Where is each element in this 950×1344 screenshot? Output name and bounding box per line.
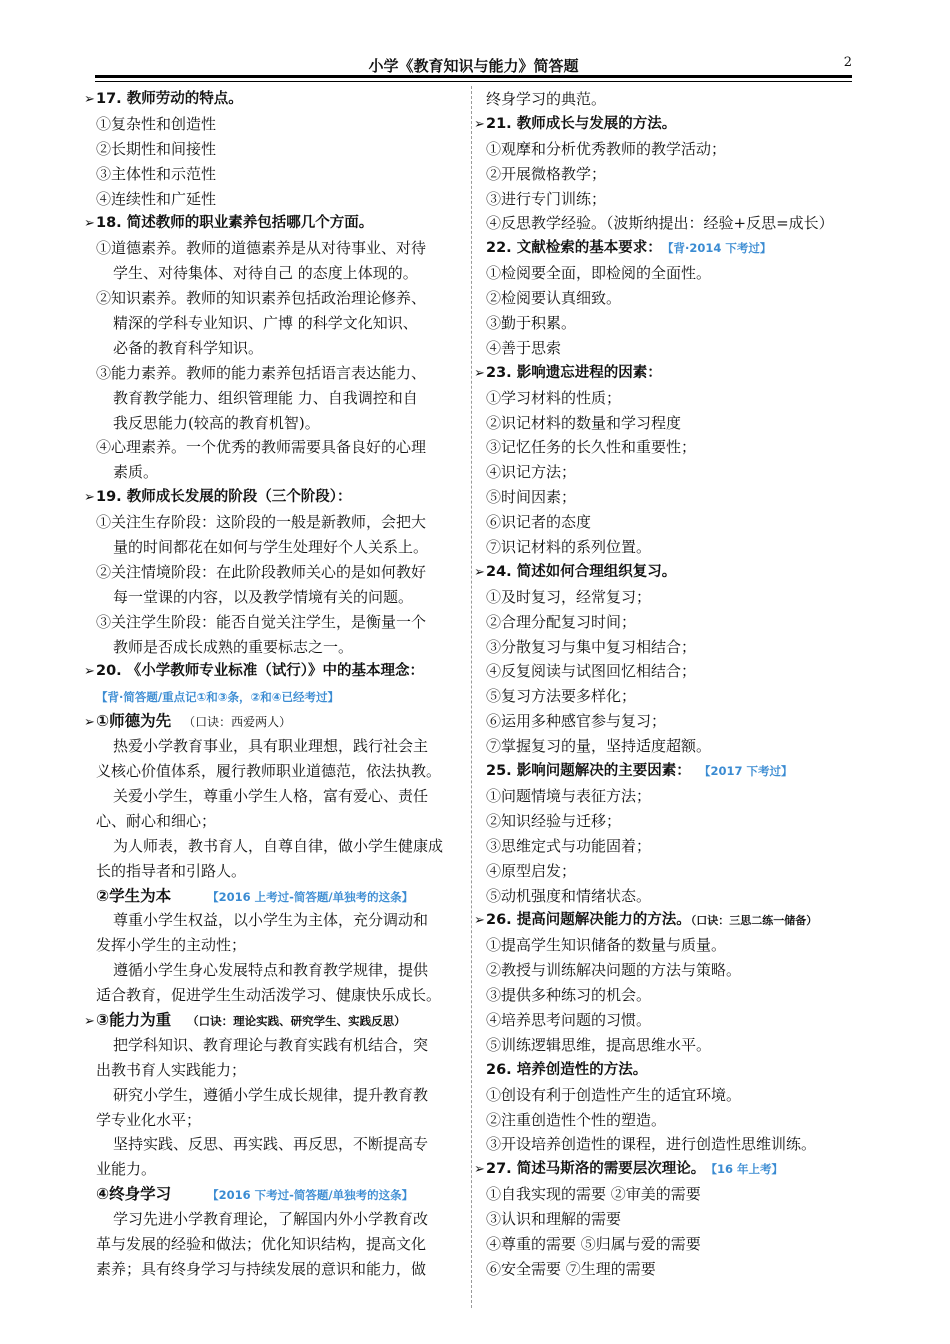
list-item: ④反思教学经验。（波斯纳提出：经验+反思=成长） bbox=[486, 214, 834, 233]
list-item: ②识记材料的数量和学习程度 bbox=[486, 413, 682, 432]
page-number: 2 bbox=[843, 55, 852, 70]
list-item: ②长期性和间接性 bbox=[96, 139, 217, 158]
paragraph-line: 长的指导者和引路人。 bbox=[96, 861, 247, 880]
column-divider bbox=[471, 86, 472, 1308]
list-item: ③分散复习与集中复习相结合； bbox=[486, 637, 697, 656]
list-item: ⑤训练逻辑思维，提高思维水平。 bbox=[486, 1035, 712, 1054]
list-item: ②关注情境阶段：在此阶段教师关心的是如何教好 bbox=[96, 562, 427, 581]
list-item: ⑤时间因素； bbox=[486, 488, 577, 507]
list-item: ②知识经验与迁移； bbox=[486, 811, 622, 830]
page-header bbox=[95, 55, 852, 75]
list-item: ②检阅要认真细致。 bbox=[486, 289, 622, 308]
paragraph-line: 为人师表，教书育人，自尊自律，做小学生健康成 bbox=[113, 836, 444, 855]
list-item-cont: 素质。 bbox=[113, 463, 159, 482]
list-item: ②教授与训练解决问题的方法与策略。 bbox=[486, 961, 742, 980]
list-item: ②知识素养。教师的知识素养包括政治理论修养、 bbox=[96, 289, 427, 308]
question-heading: ➢19. 教师成长发展的阶段（三个阶段）： bbox=[84, 485, 462, 510]
paragraph-line: 义核心价值体系，履行教师职业道德范，依法执教。 bbox=[96, 762, 442, 781]
question-heading: ➢17. 教师劳动的特点。 bbox=[84, 87, 462, 112]
list-item: ③记忆任务的长久性和重要性； bbox=[486, 438, 697, 457]
list-item: ③能力素养。教师的能力素养包括语言表达能力、 bbox=[96, 363, 427, 382]
right-column bbox=[474, 87, 854, 1282]
list-item: ③认识和理解的需要 bbox=[486, 1210, 622, 1229]
list-item: ⑥识记者的态度 bbox=[486, 513, 592, 532]
list-item: ⑥安全需要 ⑦生理的需要 bbox=[486, 1259, 656, 1278]
paragraph-line: 出教书育人实践能力； bbox=[96, 1060, 247, 1079]
question-heading: ➢20. 《小学教师专业标准（试行）》中的基本理念： bbox=[84, 659, 462, 684]
header-rule-thick bbox=[95, 75, 852, 78]
list-item: ①提高学生知识储备的数量与质量。 bbox=[486, 936, 727, 955]
list-item: ⑤复习方法要多样化； bbox=[486, 687, 637, 706]
list-item: ②合理分配复习时间； bbox=[486, 612, 637, 631]
list-item: ④培养思考问题的习惯。 bbox=[486, 1010, 652, 1029]
arrow-bullet-icon: ➢ bbox=[474, 913, 485, 929]
question-heading: 26. 培养创造性的方法。 bbox=[486, 1061, 648, 1078]
list-item: ③提供多种练习的机会。 bbox=[486, 986, 652, 1005]
list-item-cont: 教师是否成长成熟的重要标志之一。 bbox=[113, 637, 354, 656]
list-item-cont: 精深的学科专业知识、广博 的科学文化知识、 bbox=[113, 314, 418, 333]
list-item: ②注重创造性个性的塑造。 bbox=[486, 1110, 667, 1129]
list-item: ④连续性和广延性 bbox=[96, 189, 217, 208]
subsection-heading: ④终身学习 【2016 下考过-简答题/单独考的这条】 bbox=[96, 1185, 414, 1204]
subsection-heading: ➢③能力为重 （口诀：理论实践、研究学生、实践反思） bbox=[84, 1008, 462, 1033]
paragraph-line: 革与发展的经验和做法；优化知识结构，提高文化 bbox=[96, 1234, 427, 1253]
list-item: ①道德素养。教师的道德素养是从对待事业、对待 bbox=[96, 239, 427, 258]
list-item: ③勤于积累。 bbox=[486, 314, 577, 333]
list-item: ③主体性和示范性 bbox=[96, 164, 217, 183]
question-heading: ➢26. 提高问题解决能力的方法。（口诀：三思二练一储备） bbox=[474, 908, 854, 933]
paragraph-line: 遵循小学生身心发展特点和教育教学规律，提供 bbox=[113, 961, 429, 980]
paragraph-line: 学习先进小学教育理论，了解国内外小学教育改 bbox=[113, 1210, 429, 1229]
list-item: ③开设培养创造性的课程，进行创造性思维训练。 bbox=[486, 1135, 817, 1154]
list-item: ①创设有利于创造性产生的适宜环境。 bbox=[486, 1085, 742, 1104]
exam-note: 【背·简答题/重点记①和③条，②和④已经考过】 bbox=[96, 690, 340, 705]
list-item: ④原型启发； bbox=[486, 861, 577, 880]
subsection-heading: ②学生为本 【2016 上考过-简答题/单独考的这条】 bbox=[96, 886, 414, 905]
question-heading: ➢18. 简述教师的职业素养包括哪几个方面。 bbox=[84, 211, 462, 236]
paragraph-line: 学专业化水平； bbox=[96, 1110, 202, 1129]
paragraph-line: 业能力。 bbox=[96, 1160, 157, 1179]
list-item: ①检阅要全面，即检阅的全面性。 bbox=[486, 264, 712, 283]
question-heading: 25. 影响问题解决的主要因素： 【2017 下考过】 bbox=[486, 763, 793, 780]
arrow-bullet-icon: ➢ bbox=[84, 664, 95, 680]
question-heading: ➢21. 教师成长与发展的方法。 bbox=[474, 112, 854, 137]
arrow-bullet-icon: ➢ bbox=[84, 1013, 95, 1029]
arrow-bullet-icon: ➢ bbox=[474, 564, 485, 580]
arrow-bullet-icon: ➢ bbox=[474, 1162, 485, 1178]
list-item: ①及时复习，经常复习； bbox=[486, 587, 652, 606]
list-item-cont: 每一堂课的内容，以及教学情境有关的问题。 bbox=[113, 587, 414, 606]
paragraph-line: 尊重小学生权益，以小学生为主体，充分调动和 bbox=[113, 911, 429, 930]
paragraph-line: 把学科知识、教育理论与教育实践有机结合，突 bbox=[113, 1035, 429, 1054]
paragraph-line: 坚持实践、反思、再实践、再反思，不断提高专 bbox=[113, 1135, 429, 1154]
list-item-cont: 必备的教育科学知识。 bbox=[113, 338, 264, 357]
question-heading: ➢23. 影响遗忘进程的因素： bbox=[474, 361, 854, 386]
paragraph-line: 素养；具有终身学习与持续发展的意识和能力，做 bbox=[96, 1259, 427, 1278]
paragraph-line: 研究小学生，遵循小学生成长规律，提升教育教 bbox=[113, 1085, 429, 1104]
paragraph-line: 终身学习的典范。 bbox=[486, 90, 607, 108]
list-item: ④反复阅读与试图回忆相结合； bbox=[486, 662, 697, 681]
arrow-bullet-icon: ➢ bbox=[474, 365, 485, 381]
header-rule-thin bbox=[95, 81, 852, 82]
list-item-cont: 我反思能力(较高的教育机智)。 bbox=[113, 413, 320, 432]
list-item: ①观摩和分析优秀教师的教学活动； bbox=[486, 139, 727, 158]
list-item: ④尊重的需要 ⑤归属与爱的需要 bbox=[486, 1234, 701, 1253]
question-heading: ➢24. 简述如何合理组织复习。 bbox=[474, 560, 854, 585]
question-heading: ➢27. 简述马斯洛的需要层次理论。 【16 年上考】 bbox=[474, 1157, 854, 1182]
paragraph-line: 热爱小学教育事业，具有职业理想，践行社会主 bbox=[113, 737, 429, 756]
list-item: ⑥运用多种感官参与复习； bbox=[486, 712, 667, 731]
subsection-heading: ➢①师德为先 （口诀：西爱两人） bbox=[84, 709, 462, 734]
list-item: ③关注学生阶段：能否自觉关注学生，是衡量一个 bbox=[96, 612, 427, 631]
list-item: ③进行专门训练； bbox=[486, 189, 607, 208]
question-heading: 22. 文献检索的基本要求： 【背·2014 下考过】 bbox=[486, 240, 772, 257]
list-item-cont: 学生、对待集体、对待自己 的态度上体现的。 bbox=[113, 264, 418, 283]
list-item: ①学习材料的性质； bbox=[486, 388, 622, 407]
list-item: ④善于思索 bbox=[486, 338, 562, 357]
list-item: ②开展微格教学； bbox=[486, 164, 607, 183]
list-item: ③思维定式与功能固着； bbox=[486, 836, 652, 855]
arrow-bullet-icon: ➢ bbox=[84, 92, 95, 107]
list-item: ①问题情境与表征方法； bbox=[486, 786, 652, 805]
header-title: 小学《教育知识与能力》简答题 bbox=[368, 57, 579, 75]
paragraph-line: 关爱小学生，尊重小学生人格，富有爱心、责任 bbox=[113, 786, 429, 805]
list-item: ④识记方法； bbox=[486, 463, 577, 482]
list-item: ①关注生存阶段：这阶段的一般是新教师，会把大 bbox=[96, 513, 427, 532]
arrow-bullet-icon: ➢ bbox=[84, 715, 95, 731]
left-column bbox=[84, 87, 462, 1282]
arrow-bullet-icon: ➢ bbox=[474, 116, 485, 132]
list-item: ⑤动机强度和情绪状态。 bbox=[486, 886, 652, 905]
arrow-bullet-icon: ➢ bbox=[84, 490, 95, 506]
paragraph-line: 心、耐心和细心； bbox=[96, 811, 217, 830]
arrow-bullet-icon: ➢ bbox=[84, 216, 95, 232]
list-item: ⑦掌握复习的量，坚持适度超额。 bbox=[486, 737, 712, 756]
list-item: ④心理素养。一个优秀的教师需要具备良好的心理 bbox=[96, 438, 427, 457]
paragraph-line: 适合教育，促进学生生动活泼学习、健康快乐成长。 bbox=[96, 986, 442, 1005]
paragraph-line: 发挥小学生的主动性； bbox=[96, 936, 247, 955]
list-item: ①自我实现的需要 ②审美的需要 bbox=[486, 1185, 701, 1204]
list-item-cont: 量的时间都花在如何与学生处理好个人关系上。 bbox=[113, 538, 429, 557]
list-item: ⑦识记材料的系列位置。 bbox=[486, 538, 652, 557]
list-item: ①复杂性和创造性 bbox=[96, 114, 217, 133]
list-item-cont: 教育教学能力、组织管理能 力、自我调控和自 bbox=[113, 388, 418, 407]
